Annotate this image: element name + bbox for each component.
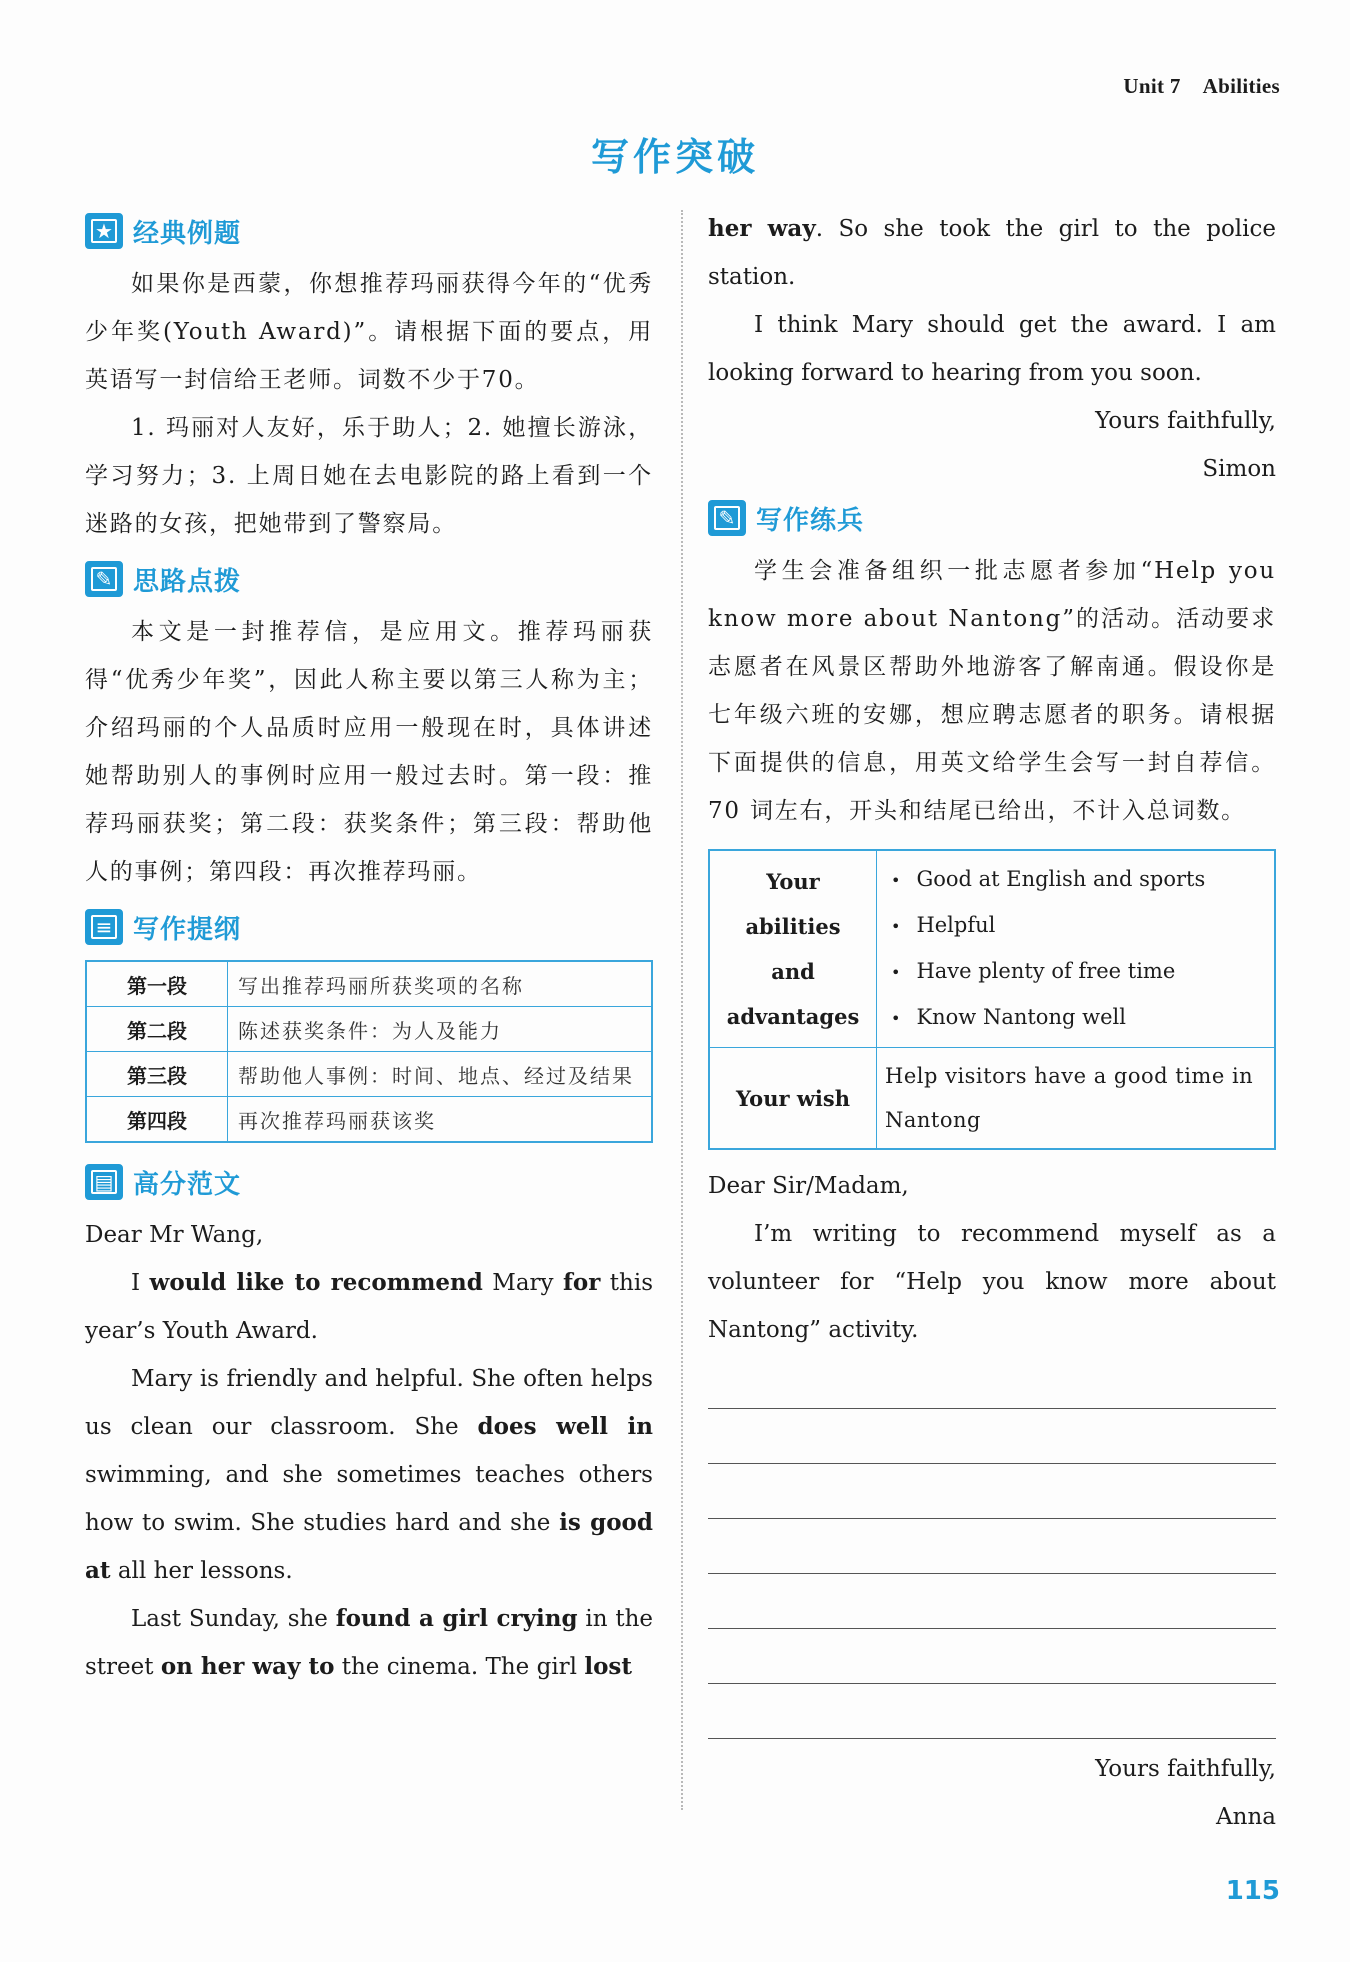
key-phrase: on her way to <box>160 1653 335 1680</box>
model-paragraph-3-cont: her way. So she took the girl to the police station. <box>708 215 1277 290</box>
key-phrase: is good at <box>85 1509 653 1584</box>
section-header-practice <box>708 497 1276 539</box>
outline-table <box>85 960 653 1143</box>
key-phrase: would like to recommend <box>149 1269 483 1296</box>
model-signature: Simon <box>1202 456 1276 482</box>
outline-icon: ≡ <box>85 909 123 945</box>
example-points: 1. 玛丽对人友好，乐于助人；2. 她擅长游泳，学习努力；3. 上周日她在去电影院的路上看到一个迷路的女孩，把她带到了警察局。 <box>85 415 653 537</box>
abilities-list <box>885 851 1266 1047</box>
hint-paragraph: 本文是一封推荐信，是应用文。推荐玛丽获得“优秀少年奖”，因此人称主要以第三人称为主；介绍玛丽的个人品质时应用一般现在时，具体讲述她帮助别人的事例时应用一般过去时。第一段：推荐玛丽获奖；第二段：获奖条件；第三段：帮助他人的事例；第四段：再次推荐玛丽。 <box>85 619 653 885</box>
table-row <box>709 1048 1275 1150</box>
outline-value: 再次推荐玛丽获该奖 <box>228 1097 653 1143</box>
info-table <box>708 849 1276 1150</box>
section-header-example <box>85 210 653 252</box>
key-phrase: for <box>562 1269 601 1296</box>
letter-signature: Anna <box>1216 1804 1276 1830</box>
wish-text: Help visitors have a good time in Nantong <box>877 1048 1276 1150</box>
outline-key: 第一段 <box>86 961 228 1007</box>
model-paragraph-1: I would like to recommend Mary for this year’s Youth Award. <box>85 1269 653 1344</box>
outline-key: 第三段 <box>86 1052 228 1097</box>
lightbulb-icon: ✎ <box>85 561 123 597</box>
table-row <box>86 1052 652 1097</box>
letter-greeting: Dear Sir/Madam, <box>708 1173 909 1199</box>
writing-line[interactable] <box>708 1464 1276 1519</box>
practice-prompt: 学生会准备组织一批志愿者参加“Help you know more about Nantong”的活动。活动要求志愿者在风景区帮助外地游客了解南通。假设你是七年级六班的安娜，想应聘志愿者的职务。请根据下面提供的信息，用英文给学生会写一封自荐信。70 词左右，开头和结尾已给出，不计入总词数。 <box>708 558 1276 824</box>
writing-line[interactable] <box>708 1684 1276 1739</box>
abilities-list-cell <box>877 850 1276 1048</box>
outline-key: 第四段 <box>86 1097 228 1143</box>
outline-value: 陈述获奖条件：为人及能力 <box>228 1007 653 1052</box>
section-title: 写作提纲 <box>133 914 242 945</box>
letter-closing: Yours faithfully, <box>1095 1756 1276 1782</box>
writing-line[interactable] <box>708 1574 1276 1629</box>
pencil-icon: ✎ <box>708 500 746 536</box>
page-number: 115 <box>1225 1876 1280 1906</box>
table-row <box>709 850 1275 1048</box>
writing-line[interactable] <box>708 1409 1276 1464</box>
writing-line[interactable] <box>708 1354 1276 1409</box>
outline-value: 写出推荐玛丽所获奖项的名称 <box>228 961 653 1007</box>
running-head <box>1123 74 1280 99</box>
model-closing: Yours faithfully, <box>1095 408 1276 434</box>
list-item: • Helpful <box>891 903 1266 949</box>
list-item: • Good at English and sports <box>891 857 1266 903</box>
writing-line[interactable] <box>708 1629 1276 1684</box>
page-title: 写作突破 <box>590 135 759 179</box>
abilities-label: Your abilities and advantages <box>709 850 877 1048</box>
table-row <box>86 1007 652 1052</box>
model-paragraph-2: Mary is friendly and helpful. She often helps us clean our classroom. She does well in swimming, and she sometimes teaches others how to swim. She studies hard and she is good at all her lessons. <box>85 1366 654 1584</box>
writing-line[interactable] <box>708 1519 1276 1574</box>
key-phrase: her way <box>708 215 816 242</box>
list-item: • Have plenty of free time <box>891 949 1266 995</box>
outline-key: 第二段 <box>86 1007 228 1052</box>
section-header-outline <box>85 906 653 948</box>
table-row <box>86 961 652 1007</box>
unit-number: Unit 7 <box>1123 74 1181 98</box>
table-row <box>86 1097 652 1143</box>
right-column <box>708 205 1276 1841</box>
outline-value: 帮助他人事例：时间、地点、经过及结果 <box>228 1052 653 1097</box>
key-phrase: lost <box>584 1653 632 1680</box>
writing-area[interactable] <box>708 1354 1276 1739</box>
model-paragraph-4: I think Mary should get the award. I am looking forward to hearing from you soon. <box>708 312 1276 386</box>
unit-title: Abilities <box>1202 74 1280 98</box>
section-title: 写作练兵 <box>756 505 865 536</box>
model-greeting: Dear Mr Wang, <box>85 1222 264 1248</box>
section-title: 思路点拨 <box>133 566 242 597</box>
wish-label: Your wish <box>709 1048 877 1150</box>
section-title: 高分范文 <box>133 1169 242 1200</box>
key-phrase: found a girl crying <box>335 1605 578 1632</box>
document-icon: ▤ <box>85 1164 123 1200</box>
key-phrase: does well in <box>477 1413 654 1440</box>
left-column <box>85 210 653 1691</box>
section-title: 经典例题 <box>133 218 242 249</box>
list-item: • Know Nantong well <box>891 995 1266 1041</box>
model-paragraph-3: Last Sunday, she found a girl crying in the street on her way to the cinema. The girl lost <box>85 1605 653 1680</box>
letter-opening: I’m writing to recommend myself as a volunteer for “Help you know more about Nantong” activity. <box>708 1221 1276 1343</box>
section-header-hint <box>85 558 653 600</box>
star-icon: ★ <box>85 213 123 249</box>
section-header-model <box>85 1161 653 1203</box>
column-divider <box>681 210 683 1810</box>
example-prompt: 如果你是西蒙，你想推荐玛丽获得今年的“优秀少年奖(Youth Award)”。请根据下面的要点，用英语写一封信给王老师。词数不少于70。 <box>85 271 653 393</box>
